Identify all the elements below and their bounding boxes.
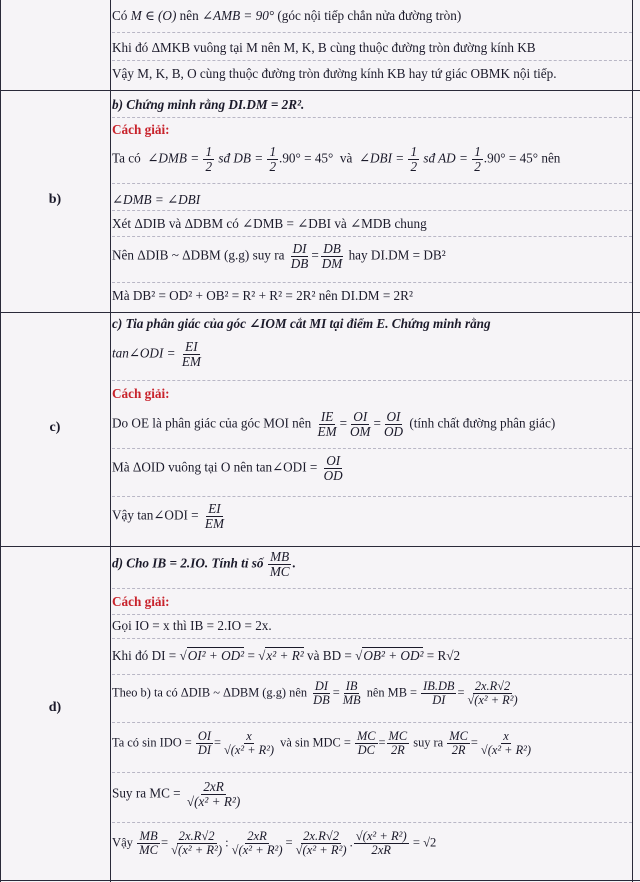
part-b-line-3: Xét ΔDIB và ΔDBM có ∠DMB = ∠DBI và ∠MDB chung [112,216,427,231]
part-c-method: Cách giải: [112,386,170,401]
part-d-line-4: Ta có sin IDO = $\frac{OI}{DI}$ = $\frac{x}{\text{√(x² + R²)}}$ và sin MDC = $\frac{MC}{DC}$ = $\frac{MC}{2R}$ suy ra $\frac{MC}{2R}$ = $\frac{x}{\text{√(x² + R²)}}$ [112,729,531,758]
part-d-line-5: Suy ra MC = $\frac{2xR}{\text{√(x² + R²)}}$ [112,779,241,809]
part-c-line-2: Mà ΔOID vuông tại O nên tan∠ODI = $\frac{OI}{OD}$ [112,453,343,483]
part-d-line-2: Khi đó DI = √ OI² + OD² = √ x² + R² và BD = √ OB² + OD² = R√2 [112,648,634,664]
table-border-bottom [0,880,640,881]
top-line-1: Có M ∈ (O) nên ∠AMB = 90° (góc nội tiếp chắn nửa đường tròn) [112,8,462,23]
top-line-2: Khi đó ΔMKB vuông tại M nên M, K, B cùng thuộc đường tròn đường kính KB [112,40,536,55]
part-d-label: d) [48,700,62,715]
part-d-line-6: Vậy $\frac{MB}{MC}$ = $\frac{2x.R√2}{\text{√(x² + R²)}}$ : $\frac{2xR}{\text{√(x² + R²)}}$ = $\frac{2x.R√2}{\text{√(x² + R²)}}$ . $\frac{\text{√(x² + R²)}}{2xR}$ = √2 [112,829,437,858]
top-line-3: Vậy M, K, B, O cùng thuộc đường tròn đường kính KB hay tứ giác OBMK nội tiếp. [112,66,557,81]
part-c-line-1: Do OE là phân giác của góc MOI nên $\frac{IE}{EM}$ = $\frac{OI}{OM}$ = $\frac{OI}{OD}$ (tính chất đường phân giác) [112,409,556,439]
part-c-line-3: Vậy tan∠ODI = $\frac{EI}{EM}$ [112,501,224,531]
table-column-divider [110,0,111,882]
part-c-label: c) [49,420,61,435]
row-divider-b [0,90,640,91]
part-c-title: c) Tia phân giác của góc ∠IOM cắt MI tại điểm E. Chứng minh rằng [112,316,491,331]
part-b-line-1: Ta có ∠DMB = $\frac{1}{2}$ sđ DB = $\frac{1}{2}$ .90° = 45° và ∠DBI = $\frac{1}{2}$ sđ AD = $\frac{1}{2}$ .90° = 45° nên [112,144,561,174]
part-d-line-1: Gọi IO = x thì IB = 2.IO = 2x. [112,618,272,633]
part-b-line-5: Mà DB² = OD² + OB² = R² + R² = 2R² nên DI.DM = 2R² [112,288,413,303]
part-b-line-4: Nên ΔDIB ~ ΔDBM (g.g) suy ra $\frac{DI}{DB}$ = $\frac{DB}{DM}$ hay DI.DM = DB² [112,241,446,271]
table-border-left [0,0,1,882]
row-divider-c [0,312,640,313]
part-d-line-3: Theo b) ta có ΔDIB ~ ΔDBM (g.g) nên $\frac{DI}{DB}$ = $\frac{IB}{MB}$ nên MB = $\frac{IB.DB}{DI}$ = $\frac{2x.R√2}{\text{√(x² + R²)}}$ [112,679,518,708]
part-d-method: Cách giải: [112,594,170,609]
row-divider-d [0,546,640,547]
part-b-method: Cách giải: [112,122,170,137]
part-b-line-2: ∠DMB = ∠DBI [112,192,201,207]
part-b-title: b) Chứng minh rằng DI.DM = 2R². [112,97,305,112]
part-c-title-2: tan∠ODI = $\frac{EI}{EM}$ [112,339,201,369]
part-d-title: d) Cho IB = 2.IO. Tính tỉ số $\frac{MB}{MC}$ . [112,549,296,579]
part-b-label: b) [48,192,62,207]
